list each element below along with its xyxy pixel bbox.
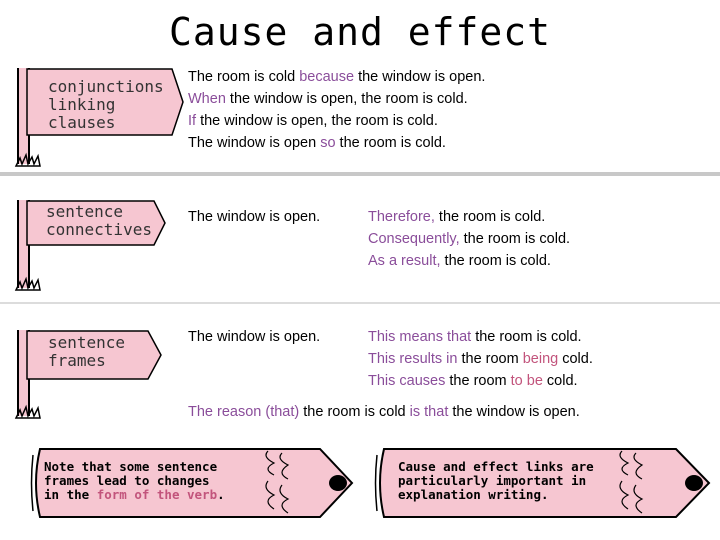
sentence-line: If the window is open, the room is cold.: [188, 113, 438, 129]
section-label-frames: sentence frames: [48, 333, 126, 370]
frame-effects: [368, 326, 593, 392]
section-divider: [0, 302, 720, 304]
grass-icon: [14, 404, 44, 420]
connective-effects: [368, 206, 570, 272]
sentence-line: As a result, the room is cold.: [368, 253, 551, 269]
connective-cause: The window is open.: [188, 209, 321, 225]
sentence-line: This results in the room being cold.: [368, 351, 593, 367]
grass-icon: [14, 152, 44, 168]
sentence-line: This means that the room is cold.: [368, 329, 582, 345]
reason-sentence: The reason (that) the room is cold is that the window is open.: [188, 404, 580, 420]
section-divider: [0, 172, 720, 176]
section-label-connectives: sentence connectives: [46, 202, 152, 239]
sentence-line: Consequently, the room is cold.: [368, 231, 571, 247]
grass-icon: [14, 276, 44, 292]
note-right-text: Cause and effect links are particularly important in explanation writing.: [398, 459, 594, 502]
sentence-line: The window is open so the room is cold.: [188, 135, 446, 151]
page-title: Cause and effect: [168, 10, 552, 54]
frame-cause: The window is open.: [188, 329, 321, 345]
section-label-conjunctions: conjunctions linking clauses: [48, 77, 164, 132]
note-left-text: Note that some sentence frames lead to changes in the form of the verb.: [44, 459, 225, 502]
sentence-line: Therefore, the room is cold.: [368, 209, 546, 225]
sentence-line: The room is cold because the window is open.: [188, 69, 486, 85]
conjunction-sentences: [188, 66, 485, 154]
sentence-line: This causes the room to be cold.: [368, 373, 578, 389]
sentence-line: When the window is open, the room is cold.: [188, 91, 468, 107]
